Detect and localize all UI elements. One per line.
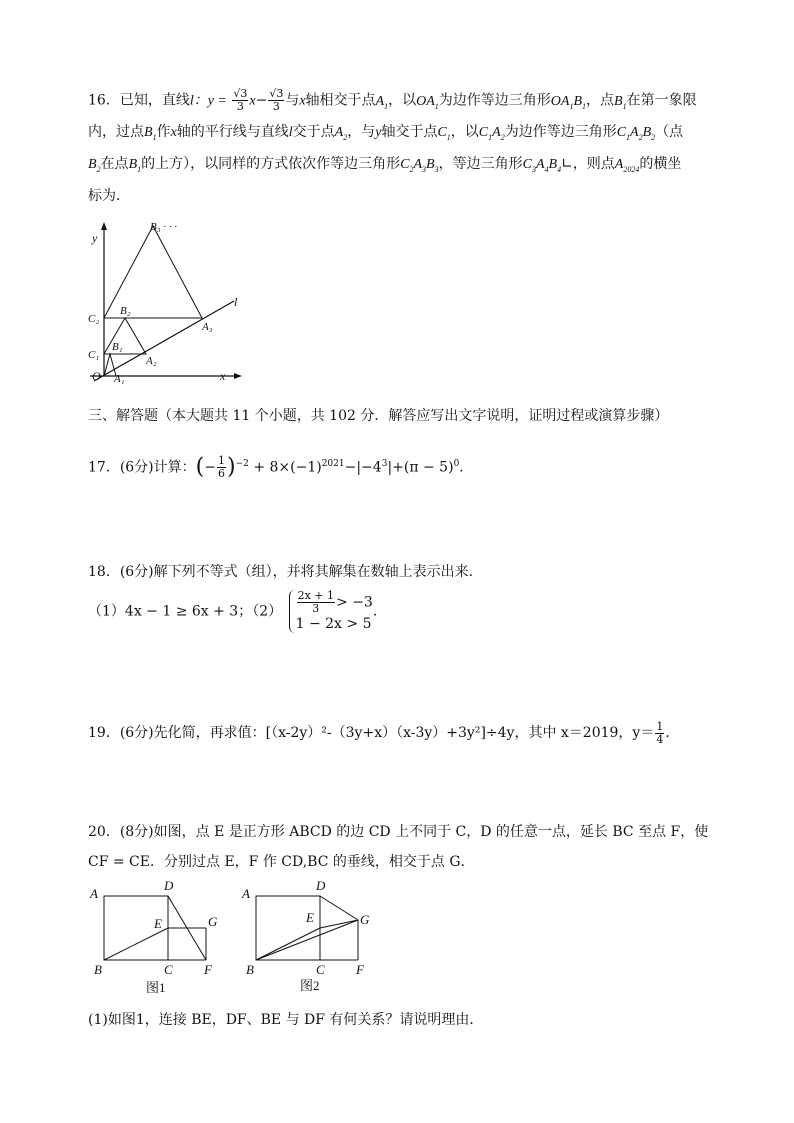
inequality-system: $\frac{2x + 1}{3}$ > −3 1 − 2x > 5	[289, 590, 373, 633]
svg-text:E: E	[154, 916, 162, 931]
svg-text:A: A	[90, 886, 98, 901]
svg-text:C: C	[164, 962, 173, 977]
svg-text:F: F	[204, 962, 212, 977]
q16-line2: 内，过点$B_1$作x轴的平行线与直线l交于点$A_2$，与y轴交于点$C_1$，以$C_1A_2$为边作等边三角形$C_1A_2B_2$（点	[88, 124, 684, 142]
label-A1: A₁	[114, 373, 125, 385]
label-B1: B₁	[112, 341, 123, 353]
svg-text:B: B	[94, 962, 102, 977]
svg-text:B: B	[246, 962, 254, 977]
q20-part1: (1)如图1，连接 BE，DF、BE 与 DF 有何关系？请说明理由．	[88, 1012, 484, 1028]
svg-text:A: A	[242, 886, 250, 901]
svg-text:图2: 图2	[300, 978, 320, 993]
q20-line1: 20．(8分)如图，点 E 是正方形 ABCD 的边 CD 上不同于 C，D 的任意一点，延长 BC 至点 F，使	[88, 824, 709, 840]
q16-line1: 16．已知，直线l：y = $\frac{√3}{3}$ x− $\frac{√3}{3}$ 与x轴相交于点$A_1$，以$OA_1$为边作等边三角形$OA_1B_1$，点$B_1$在第一象限	[88, 87, 697, 113]
svg-text:D: D	[316, 878, 326, 893]
svg-text:D: D	[164, 878, 174, 893]
q16-line3: $B_2$在点$B_1$的上方），以同样的方式依次作等边三角形$C_2A_3B_3$，等边三角形$C_3A_4B_4∟$，则点$A_{2024}$的横坐	[88, 156, 682, 174]
triangle-C1A2B2	[104, 318, 146, 354]
svg-text:F: F	[356, 962, 364, 977]
label-y: y	[92, 231, 98, 245]
q16-line4: 标为．	[88, 188, 130, 204]
q18-parts: （1）4x − 1 ≥ 6x + 3；（2） $\frac{2x + 1}{3}$ > −3 1 − 2x > 5 ．	[88, 589, 387, 632]
figure-20-2	[236, 876, 386, 998]
q20-line2: CF = CE．分别过点 E，F 作 CD,BC 的垂线，相交于点 G．	[88, 854, 475, 870]
triangle-C2A3B3	[104, 226, 202, 318]
svg-text:G: G	[360, 912, 370, 927]
svg-text:C: C	[316, 962, 325, 977]
label-C2: C₂	[88, 313, 100, 325]
q19: 19．(6分)先化简，再求值：[（x-2y）²-（3y+x）（x-3y）+3y²]÷4y，其中 x＝2019，y＝ $\frac{1}{4}$ ．	[88, 719, 680, 746]
label-A2: A₂	[146, 355, 157, 367]
q16-frac-2: $\frac{√3}{3}$	[269, 87, 284, 113]
label-l: l	[234, 295, 238, 309]
label-B2: B₂	[120, 305, 131, 317]
q16-frac-1: $\frac{√3}{3}$	[233, 87, 248, 113]
svg-text:G: G	[208, 914, 218, 929]
figure-20-1	[88, 876, 228, 998]
figure-16	[86, 218, 256, 388]
q17: 17．(6分)计算：(− $\frac{1}{6}$ )$^{-2} + 8\times(-1)^{2021}-|-4^3|+(\pi - 5)^0$．	[88, 454, 474, 481]
label-B3: B₃ · · ·	[150, 221, 178, 233]
q18-heading: 18．(6分)解下列不等式（组），并将其解集在数轴上表示出来．	[88, 564, 483, 580]
label-O: O	[92, 369, 101, 383]
svg-text:图1: 图1	[146, 980, 166, 995]
label-A3: A₃	[202, 321, 213, 333]
label-x: x	[220, 369, 226, 383]
svg-text:E: E	[306, 910, 314, 925]
section-3-heading: 三、解答题（本大题共 11 个小题，共 102 分．解答应写出文字说明，证明过程或演算步骤）	[88, 408, 669, 424]
label-C1: C₁	[88, 349, 100, 361]
